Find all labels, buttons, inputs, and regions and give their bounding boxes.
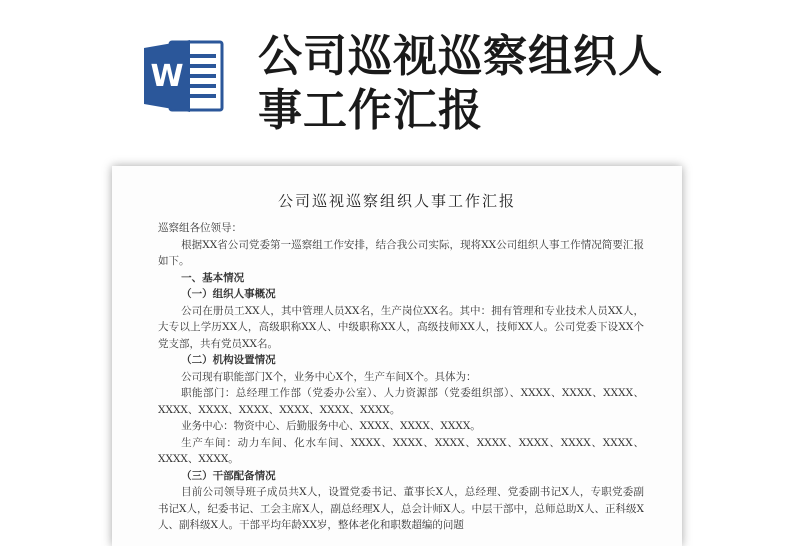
word-document-icon [140,36,228,116]
document-body [158,220,644,534]
paragraph: 公司在册员工XX人，其中管理人员XX名，生产岗位XX名。其中：拥有管理和专业技术人员XX人，大专以上学历XX人，高级职称XX人、中级职称XX人，高级技师XX人，技师XX人。公司党委下设XX个党支部，共有党员XX名。 [158,304,644,350]
paragraph: 公司现有职能部门X个，业务中心X个，生产车间X个。具体为： [181,370,477,383]
paragraph: 生产车间：动力车间、化水车间、XXXX、XXXX、XXXX、XXXX、XXXX、XXXX、XXXX、XXXX、XXXX。 [158,436,644,465]
paragraph: 职能部门：总经理工作部（党委办公室）、人力资源部（党委组织部）、XXXX、XXXX、XXXX、XXXX、XXXX、XXXX、XXXX、XXXX、XXXX。 [158,387,644,416]
section-heading: （三）干部配备情况 [181,469,276,482]
paragraph: 目前公司领导班子成员共X人，设置党委书记、董事长X人，总经理、党委副书记X人，专职党委副书记X人，纪委书记、工会主席X人，副总经理X人，总会计师X人。中层干部中，总师总助X人、正科级X人、副科级X人。干部平均年龄XX岁，整体老化和职数超编的问题 [158,486,644,531]
svg-text:W: W [150,59,184,94]
section-heading: （二）机构设置情况 [181,354,276,366]
document-page [112,166,682,546]
document-title: 公司巡视巡察组织人事工作汇报 [277,192,516,210]
section-heading: （一）组织人事概况 [181,288,276,300]
page-title [258,30,698,138]
header [0,0,800,150]
paragraph: 业务中心：物资中心、后勤服务中心、XXXX、XXXX、XXXX。 [181,420,481,432]
section-heading: 一、基本情况 [181,271,245,284]
paragraph: 巡察组各位领导： [158,222,242,234]
title-line-1: 公司巡视巡察组织人 [258,31,663,82]
title-line-2: 事工作汇报 [258,85,483,136]
paragraph: 根据XX省公司党委第一巡察组工作安排，结合我公司实际，现将XX公司组织人事工作情况简要汇报如下。 [158,238,644,267]
